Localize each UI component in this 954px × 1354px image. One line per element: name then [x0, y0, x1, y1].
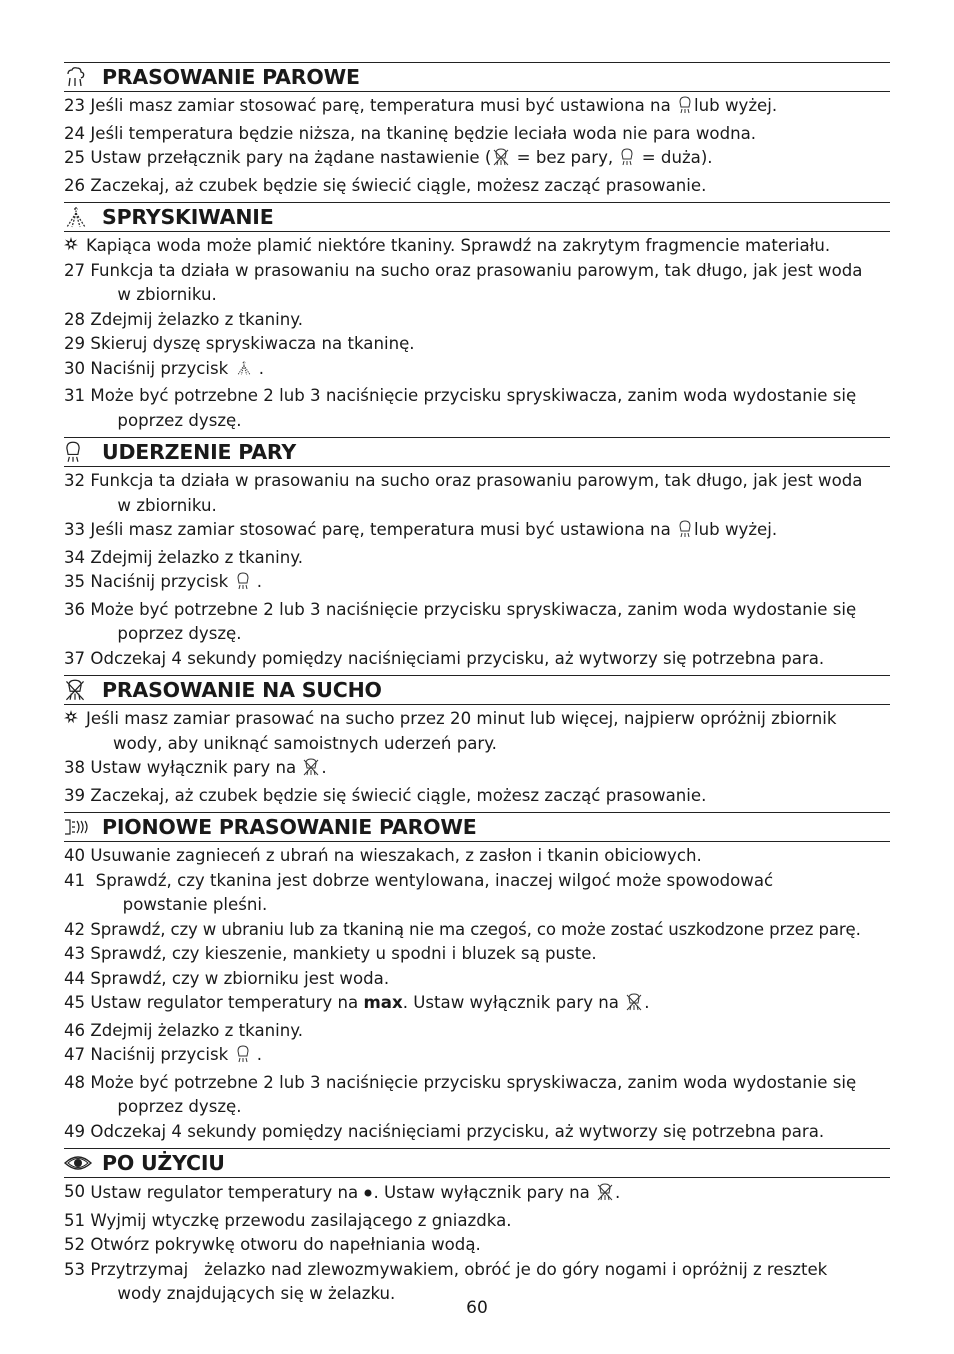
section-header-steam [64, 62, 890, 92]
list-item: 30 Naciśnij przycisk . [64, 357, 890, 385]
list-item: 39 Zaczekaj, aż czubek będzie się świecić ciągle, możesz zacząć prasowanie. [64, 785, 707, 805]
section-header-burst [64, 437, 890, 467]
list-item: 43 Sprawdź, czy kieszenie, mankiety u spodni i bluzek są puste. [64, 944, 597, 963]
eye-icon [64, 1152, 92, 1174]
section-title: SPRYSKIWANIE [102, 205, 274, 229]
no-steam-icon [493, 148, 509, 174]
document-page [64, 62, 890, 1311]
section-items-vertical [64, 844, 890, 1144]
section-title: PO UŻYCIU [102, 1151, 225, 1175]
steam-shot-icon [678, 520, 692, 546]
list-item: 51 Wyjmij wtyczkę przewodu zasilającego z gniazdka. [64, 1210, 512, 1230]
list-item: 35 Naciśnij przycisk . [64, 570, 890, 598]
list-item: 37 Odczekaj 4 sekundy pomiędzy naciśnięciami przycisku, aż wytworzy się potrzebna para. [64, 648, 825, 668]
list-item: 34 Zdejmij żelazko z tkaniny. [64, 547, 303, 567]
list-item: 24 Jeśli temperatura będzie niższa, na tkaninę będzie leciała woda nie para wodna. [64, 123, 757, 143]
list-item: 44 Sprawdź, czy w zbiorniku jest woda. [64, 968, 390, 988]
list-item: 45 Ustaw regulator temperatury na max. Ustaw wyłącznik pary na . [64, 991, 890, 1019]
list-item: 49 Odczekaj 4 sekundy pomiędzy naciśnięciami przycisku, aż wytworzy się potrzebna para. [64, 1121, 825, 1141]
warning-star-icon [64, 234, 80, 259]
list-item: 33 Jeśli masz zamiar stosować parę, temperatura musi być ustawiona na lub wyżej. [64, 518, 890, 546]
list-item: 47 Naciśnij przycisk . [64, 1043, 890, 1071]
list-item: 46 Zdejmij żelazko z tkaniny. [64, 1020, 303, 1040]
list-item: 25 Ustaw przełącznik pary na żądane nastawienie ( = bez pary, = duża). [64, 146, 890, 174]
warning-item: Kapiąca woda może plamić niektóre tkaniny. Sprawdź na zakrytym fragmencie materiału. [64, 234, 890, 259]
list-item: 50 Ustaw regulator temperatury na . Ustaw wyłącznik pary na . [64, 1180, 890, 1209]
section-header-spray [64, 202, 890, 232]
steam-shot-icon [620, 148, 634, 174]
section-header-after [64, 1148, 890, 1178]
list-item: 38 Ustaw wyłącznik pary na . [64, 756, 890, 784]
list-item: 23 Jeśli masz zamiar stosować parę, temperatura musi być ustawiona na lub wyżej. [64, 94, 890, 122]
section-items-steam [64, 94, 890, 198]
section-items-dry [64, 707, 890, 808]
section-title: PIONOWE PRASOWANIE PAROWE [102, 815, 477, 839]
list-item: 42 Sprawdź, czy w ubraniu lub za tkaniną nie ma czegoś, co może zostać uszkodzone przez parę. [64, 919, 861, 939]
spray-icon [236, 359, 252, 385]
section-title: PRASOWANIE NA SUCHO [102, 678, 382, 702]
dot-icon [364, 1180, 372, 1205]
section-items-burst [64, 469, 890, 671]
section-header-vertical [64, 812, 890, 842]
warning-item: Jeśli masz zamiar prasować na sucho przez 20 minut lub więcej, najpierw opróżnij zbiornik wody, aby uniknąć samoistnych uderzeń pary. [64, 707, 890, 756]
list-item: 48 Może być potrzebne 2 lub 3 naciśnięcie przycisku spryskiwacza, zanim woda wydostanie się poprzez dyszę. [64, 1072, 857, 1116]
steam-shot-icon [64, 441, 92, 463]
list-item: 36 Może być potrzebne 2 lub 3 naciśnięcie przycisku spryskiwacza, zanim woda wydostanie się poprzez dyszę. [64, 599, 857, 643]
section-items-after [64, 1180, 890, 1307]
spray-icon [64, 206, 92, 228]
list-item: 26 Zaczekaj, aż czubek będzie się świecić ciągle, możesz zacząć prasowanie. [64, 175, 707, 195]
steam-cloud-icon [64, 66, 92, 88]
section-title: PRASOWANIE PAROWE [102, 65, 360, 89]
steam-shot-icon [236, 572, 250, 598]
no-steam-icon [303, 758, 319, 784]
section-title: UDERZENIE PARY [102, 440, 296, 464]
list-item: 52 Otwórz pokrywkę otworu do napełniania wodą. [64, 1235, 481, 1254]
section-items-spray [64, 234, 890, 433]
vertical-steam-icon [64, 816, 92, 838]
list-item: 29 Skieruj dyszę spryskiwacza na tkaninę. [64, 334, 415, 353]
list-item: 28 Zdejmij żelazko z tkaniny. [64, 309, 303, 329]
list-item: 27 Funkcja ta działa w prasowaniu na sucho oraz prasowaniu parowym, tak długo, jak jest woda w zbiorniku. [64, 260, 863, 304]
no-steam-icon [597, 1183, 613, 1209]
no-steam-icon [626, 993, 642, 1019]
section-header-dry [64, 675, 890, 705]
steam-shot-icon [236, 1045, 250, 1071]
steam-shot-icon [678, 96, 692, 122]
warning-star-icon [64, 707, 80, 756]
page-number: 60 [466, 1298, 488, 1318]
list-item: 53 Przytrzymaj żelazko nad zlewozmywakiem, obróć je do góry nogami i opróżnij z resztek wody znajdujących się w żelazku. [64, 1259, 828, 1303]
no-steam-icon [64, 679, 92, 701]
list-item: 41 Sprawdź, czy tkanina jest dobrze wentylowana, inaczej wilgoć może spowodować powstanie pleśni. [64, 870, 774, 914]
list-item: 31 Może być potrzebne 2 lub 3 naciśnięcie przycisku spryskiwacza, zanim woda wydostanie się poprzez dyszę. [64, 386, 857, 430]
list-item: 40 Usuwanie zagnieceń z ubrań na wieszakach, z zasłon i tkanin obiciowych. [64, 846, 702, 865]
list-item: 32 Funkcja ta działa w prasowaniu na sucho oraz prasowaniu parowym, tak długo, jak jest woda w zbiorniku. [64, 471, 863, 515]
